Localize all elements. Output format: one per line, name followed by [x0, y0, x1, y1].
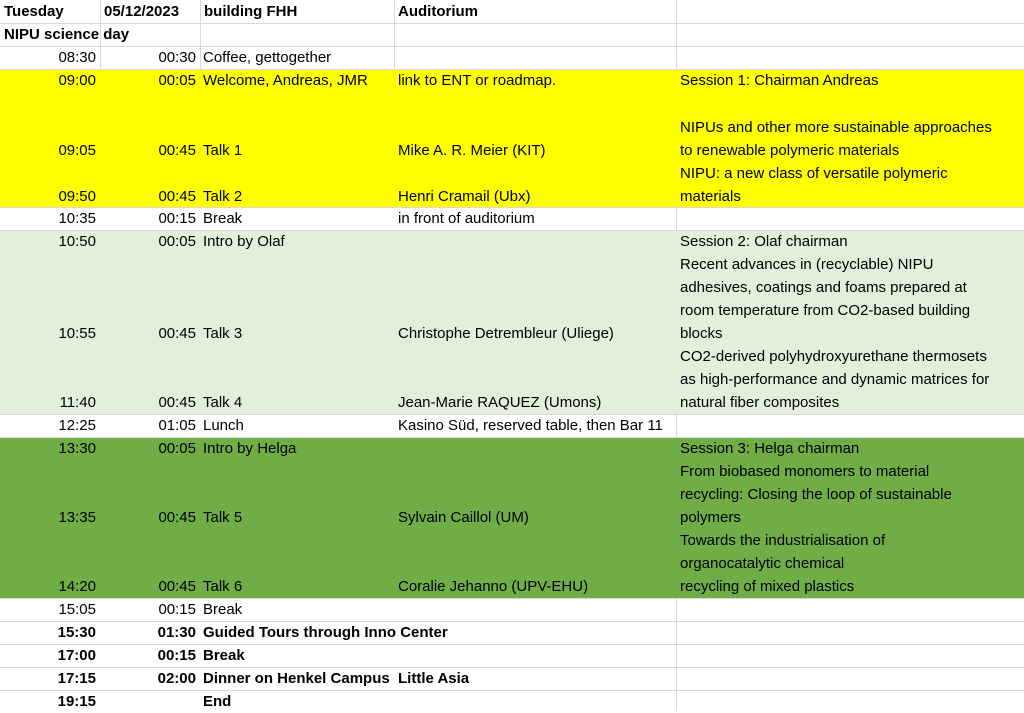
row-duration: 00:05: [158, 440, 196, 457]
row-time: 08:30: [58, 49, 96, 66]
session-2-chair: Session 2: Olaf chairman: [680, 233, 848, 250]
row-item: Talk 3: [203, 325, 243, 342]
talk-5-title-line-1: From biobased monomers to material: [680, 463, 930, 480]
row-time: 10:50: [58, 233, 96, 250]
row-item: Intro by Olaf: [203, 233, 285, 250]
row-duration: 00:05: [158, 233, 196, 250]
talk-4-title-line-3: natural fiber composites: [680, 394, 840, 411]
row-time: 11:40: [59, 394, 96, 411]
talk-5-title-line-3: polymers: [680, 509, 741, 526]
row-duration: 02:00: [157, 670, 196, 687]
row-time: 15:30: [57, 624, 96, 641]
row-time: 10:55: [58, 325, 96, 342]
row-duration: 00:45: [158, 509, 196, 526]
row-duration: 00:30: [158, 49, 196, 66]
row-time: 17:00: [57, 647, 96, 664]
header-room: Auditorium: [398, 3, 478, 20]
row-item: Talk 2: [203, 188, 243, 205]
row-time: 09:50: [58, 188, 96, 205]
row-item: Break: [203, 647, 245, 664]
row-duration: [100, 690, 196, 713]
row-item: Talk 5: [203, 509, 243, 526]
row-duration: 00:45: [158, 578, 196, 595]
row-detail: Jean-Marie RAQUEZ (Umons): [398, 394, 602, 411]
talk-4-title-line-2: as high-performance and dynamic matrices for: [680, 371, 990, 388]
row-item: Welcome, Andreas, JMR: [203, 72, 368, 89]
row-item: Coffee, gettogether: [203, 49, 332, 66]
row-item: Lunch: [203, 417, 244, 434]
talk-3-title-line-1: Recent advances in (recyclable) NIPU: [680, 256, 934, 273]
talk-3-title-line-2: adhesives, coatings and foams prepared at: [680, 279, 967, 296]
row-item: Talk 1: [203, 142, 243, 159]
row-time: 15:05: [58, 601, 96, 618]
event-title: NIPU science day: [4, 26, 130, 43]
row-time: 13:30: [58, 440, 96, 457]
row-time: 17:15: [57, 670, 96, 687]
talk-1-title-line-1: NIPUs and other more sustainable approaches: [680, 119, 992, 136]
row-time: 09:00: [58, 72, 96, 89]
row-detail: Henri Cramail (Ubx): [398, 188, 531, 205]
talk-5-title-line-2: recycling: Closing the loop of sustainable: [680, 486, 952, 503]
row-duration: 00:45: [158, 325, 196, 342]
talk-3-title-line-3: room temperature from CO2-based building: [680, 302, 971, 319]
row-item: Break: [203, 210, 243, 227]
row-time: 12:25: [58, 417, 96, 434]
row-item: Intro by Helga: [203, 440, 297, 457]
row-duration: 00:05: [158, 72, 196, 89]
row-item: Talk 6: [203, 578, 243, 595]
header-building: building FHH: [204, 3, 298, 20]
row-detail: Christophe Detrembleur (Uliege): [398, 325, 614, 342]
row-detail: Mike A. R. Meier (KIT): [398, 142, 546, 159]
talk-6-title-line-1: Towards the industrialisation of: [680, 532, 886, 549]
talk-2-title-line-2: materials: [680, 188, 741, 205]
row-duration: 00:15: [158, 210, 196, 227]
row-duration: 00:45: [158, 394, 196, 411]
talk-1-title-line-2: to renewable polymeric materials: [680, 142, 900, 159]
row-item: Dinner on Henkel Campus: [203, 670, 390, 687]
talk-2-title-line-1: NIPU: a new class of versatile polymeric: [680, 165, 948, 182]
header-day: Tuesday: [4, 3, 64, 20]
row-detail: Coralie Jehanno (UPV-EHU): [398, 578, 589, 595]
row-item: Talk 4: [203, 394, 243, 411]
row-duration: 01:30: [157, 624, 196, 641]
row-duration: 00:15: [158, 601, 196, 618]
session-3-chair: Session 3: Helga chairman: [680, 440, 860, 457]
talk-3-title-line-4: blocks: [680, 325, 723, 342]
row-detail: Sylvain Caillol (UM): [398, 509, 529, 526]
row-time: 13:35: [58, 509, 96, 526]
row-duration: 00:45: [158, 188, 196, 205]
session-1-chair: Session 1: Chairman Andreas: [680, 72, 879, 89]
row-time: 14:20: [58, 578, 96, 595]
talk-6-title-line-3: recycling of mixed plastics: [680, 578, 855, 595]
row-duration: 00:15: [157, 647, 196, 664]
row-duration: 01:05: [158, 417, 196, 434]
header-date: 05/12/2023: [104, 3, 180, 20]
talk-4-title-line-1: CO2-derived polyhydroxyurethane thermosets: [680, 348, 987, 365]
row-time: 10:35: [58, 210, 96, 227]
row-duration: 00:45: [158, 142, 196, 159]
talk-6-title-line-2: organocatalytic chemical: [680, 555, 845, 572]
row-time: 09:05: [58, 142, 96, 159]
row-time: 19:15: [57, 693, 96, 710]
row-item: Guided Tours through Inno Center: [203, 624, 448, 641]
row-detail: Kasino Süd, reserved table, then Bar 11: [398, 417, 663, 434]
row-detail: Little Asia: [398, 670, 470, 687]
row-detail: in front of auditorium: [398, 210, 535, 227]
row-item: Break: [203, 601, 243, 618]
row-detail: link to ENT or roadmap.: [398, 72, 557, 89]
row-item: End: [203, 693, 232, 710]
